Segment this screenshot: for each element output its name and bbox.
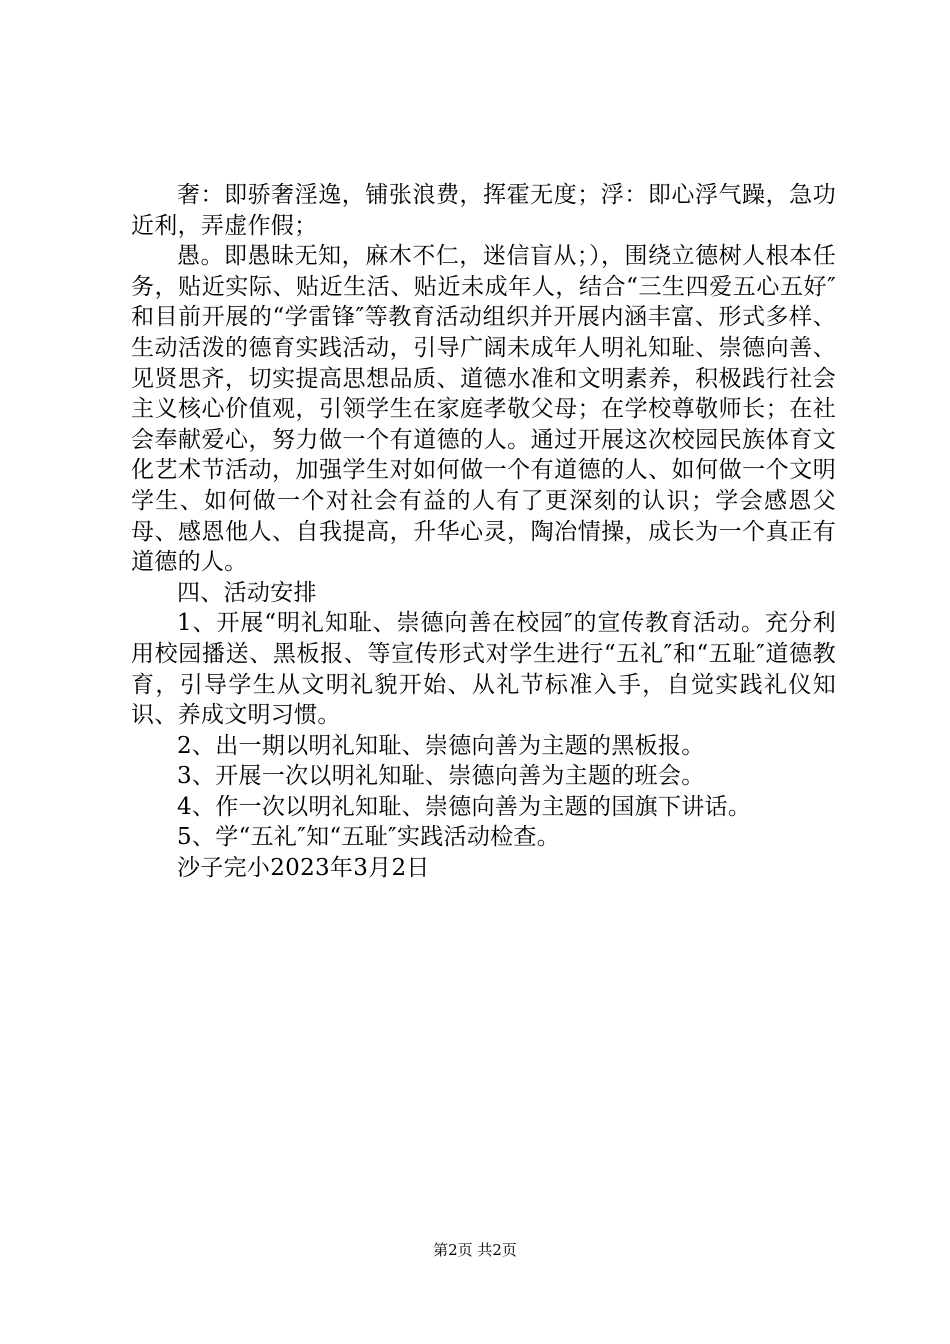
list-item-1: 1、开展“明礼知耻、崇德向善在校园″的宣传教育活动。充分利用校园播送、黑板报、等宣传形式对学生进行“五礼″和“五耻″道德教育，引导学生从文明礼貌开始、从礼节标准入手，自觉实践礼仪知识、养成文明习惯。: [131, 610, 836, 729]
list-item-4: 4、作一次以明礼知耻、崇德向善为主题的国旗下讲话。: [177, 793, 752, 820]
paragraph-luxury-impetuous: 奢：即骄奢淫逸，铺张浪费，挥霍无度；浮：即心浮气躁，急功近利，弄虚作假；: [131, 182, 836, 239]
list-item-5: 5、学“五礼″知“五耻″实践活动检查。: [177, 824, 561, 851]
list-item-2: 2、出一期以明礼知耻、崇德向善为主题的黑板报。: [177, 732, 705, 759]
page-footer: [0, 1240, 950, 1260]
paragraph-goals: 愚。即愚昧无知，麻木不仁，迷信盲从；），围绕立德树人根本任务，贴近实际、贴近生活、贴近未成年人，结合“三生四爱五心五好″和目前开展的“学雷锋″等教育活动组织并开展内涵丰富、形式多样、生动活泼的德育实践活动，引导广阔未成年人明礼知耻、崇德向善、见贤思齐，切实提高思想品质、道德水准和文明素养，积极践行社会主义核心价值观，引领学生在家庭孝敬父母；在学校尊敬师长；在社会奉献爱心，努力做一个有道德的人。通过开展这次校园民族体育文化艺术节活动，加强学生对如何做一个有道德的人、如何做一个文明学生、如何做一个对社会有益的人有了更深刻的认识；学会感恩父母、感恩他人、自我提高，升华心灵，陶冶情操，成长为一个真正有道德的人。: [131, 243, 836, 576]
list-item-3: 3、开展一次以明礼知耻、崇德向善为主题的班会。: [177, 763, 705, 790]
page-number: 第2页 共2页: [433, 1241, 517, 1259]
signature-date: 沙子完小2023年3月2日: [177, 855, 430, 882]
section-heading-activity-plan: 四、活动安排: [177, 579, 317, 606]
document-body: [131, 180, 836, 884]
